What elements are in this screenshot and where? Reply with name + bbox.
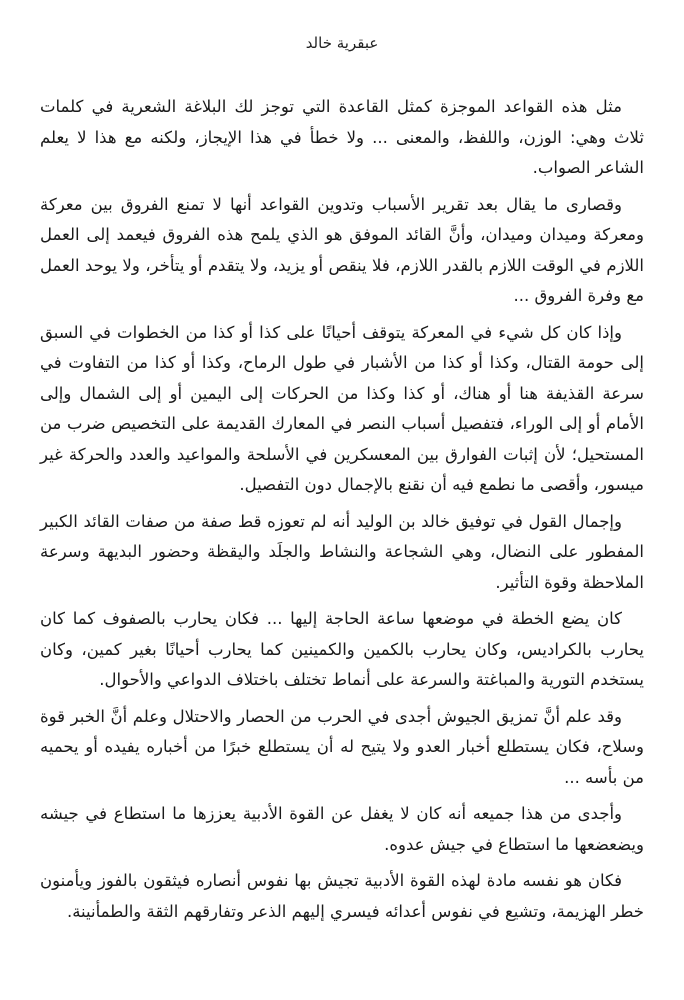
paragraph-2: وقصارى ما يقال بعد تقرير الأسباب وتدوين القواعد أنها لا تمنع الفروق بين معركة ومعركة وميدان وميدان، وأنَّ القائد الموفق هو الذي يلمح هذه الفروق فيعمد إلى العمل اللازم في الوقت اللازم بالقدر اللازم، فلا ينقص أو يزيد، ولا يتقدم أو يتأخر، ولا يوحد العمل مع وفرة الفروق ... [40,194,644,305]
paragraph-6: وقد علم أنَّ تمزيق الجيوش أجدى في الحرب من الحصار والاحتلال وعلم أنَّ الخبر قوة وسلاح، فكان يستطلع أخبار العدو ولا يتيح له أن يستطلع خبرًا من أخباره يفيده أو يحميه من بأسه ... [40,706,644,787]
paragraph-3: وإذا كان كل شيء في المعركة يتوقف أحيانًا على كذا أو كذا من الخطوات في السبق إلى حومة القتال، وكذا أو كذا من الأشبار في طول الرماح، وكذا أو كذا من التفاوت في سرعة القذيفة هنا أو هناك، أو كذا وكذا من الحركات إلى اليمين أو إلى الشمال وإلى الأمام أو إلى الوراء، فتفصيل أسباب النصر في المعارك القديمة على التخصيص ضرب من المستحيل؛ لأن إثبات الفوارق بين المعسكرين في الأسلحة والمواعيد والعدد والحركة غير ميسور، وأقصى ما نطمع فيه أن نقنع بالإجمال دون التفصيل. [40,322,644,494]
paragraph-1: مثل هذه القواعد الموجزة كمثل القاعدة التي توجز لك البلاغة الشعرية في كلمات ثلاث وهي: الوزن، واللفظ، والمعنى ... ولا خطأ في هذا الإيجاز، ولكنه مع هذا لا يعلم الشاعر الصواب. [40,97,644,177]
paragraph-8: فكان هو نفسه مادة لهذه القوة الأدبية تجيش بها نفوس أنصاره فيثقون بالفوز ويأمنون خطر الهزيمة، وتشيع في نفوس أعدائه فيسري إليهم الذعر وتفارقهم الثقة والطمأنينة. [40,871,644,921]
page-body [40,92,644,927]
running-header-title: عبقرية خالد [305,34,379,52]
paragraph-4: وإجمال القول في توفيق خالد بن الوليد أنه لم تعوزه قط صفة من صفات القائد الكبير المفطور على النضال، وهي الشجاعة والنشاط والجلَد واليقظة وحضور البديهة وسرعة الملاحظة وقوة التأثير. [40,511,644,592]
paragraph-7: وأجدى من هذا جميعه أنه كان لا يغفل عن القوة الأدبية يعززها ما استطاع في جيشه ويضعضعها ما استطاع في جيش عدوه. [40,804,644,854]
paragraph-5: كان يضع الخطة في موضعها ساعة الحاجة إليها ... فكان يحارب بالصفوف كما كان يحارب بالكراديس، وكان يحارب بالكمين والكمينين كما يحارب أحيانًا بغير كمين، وكان يستخدم التورية والمباغتة والسرعة على أنماط تختلف باختلاف الدواعي والأحوال. [40,609,644,689]
